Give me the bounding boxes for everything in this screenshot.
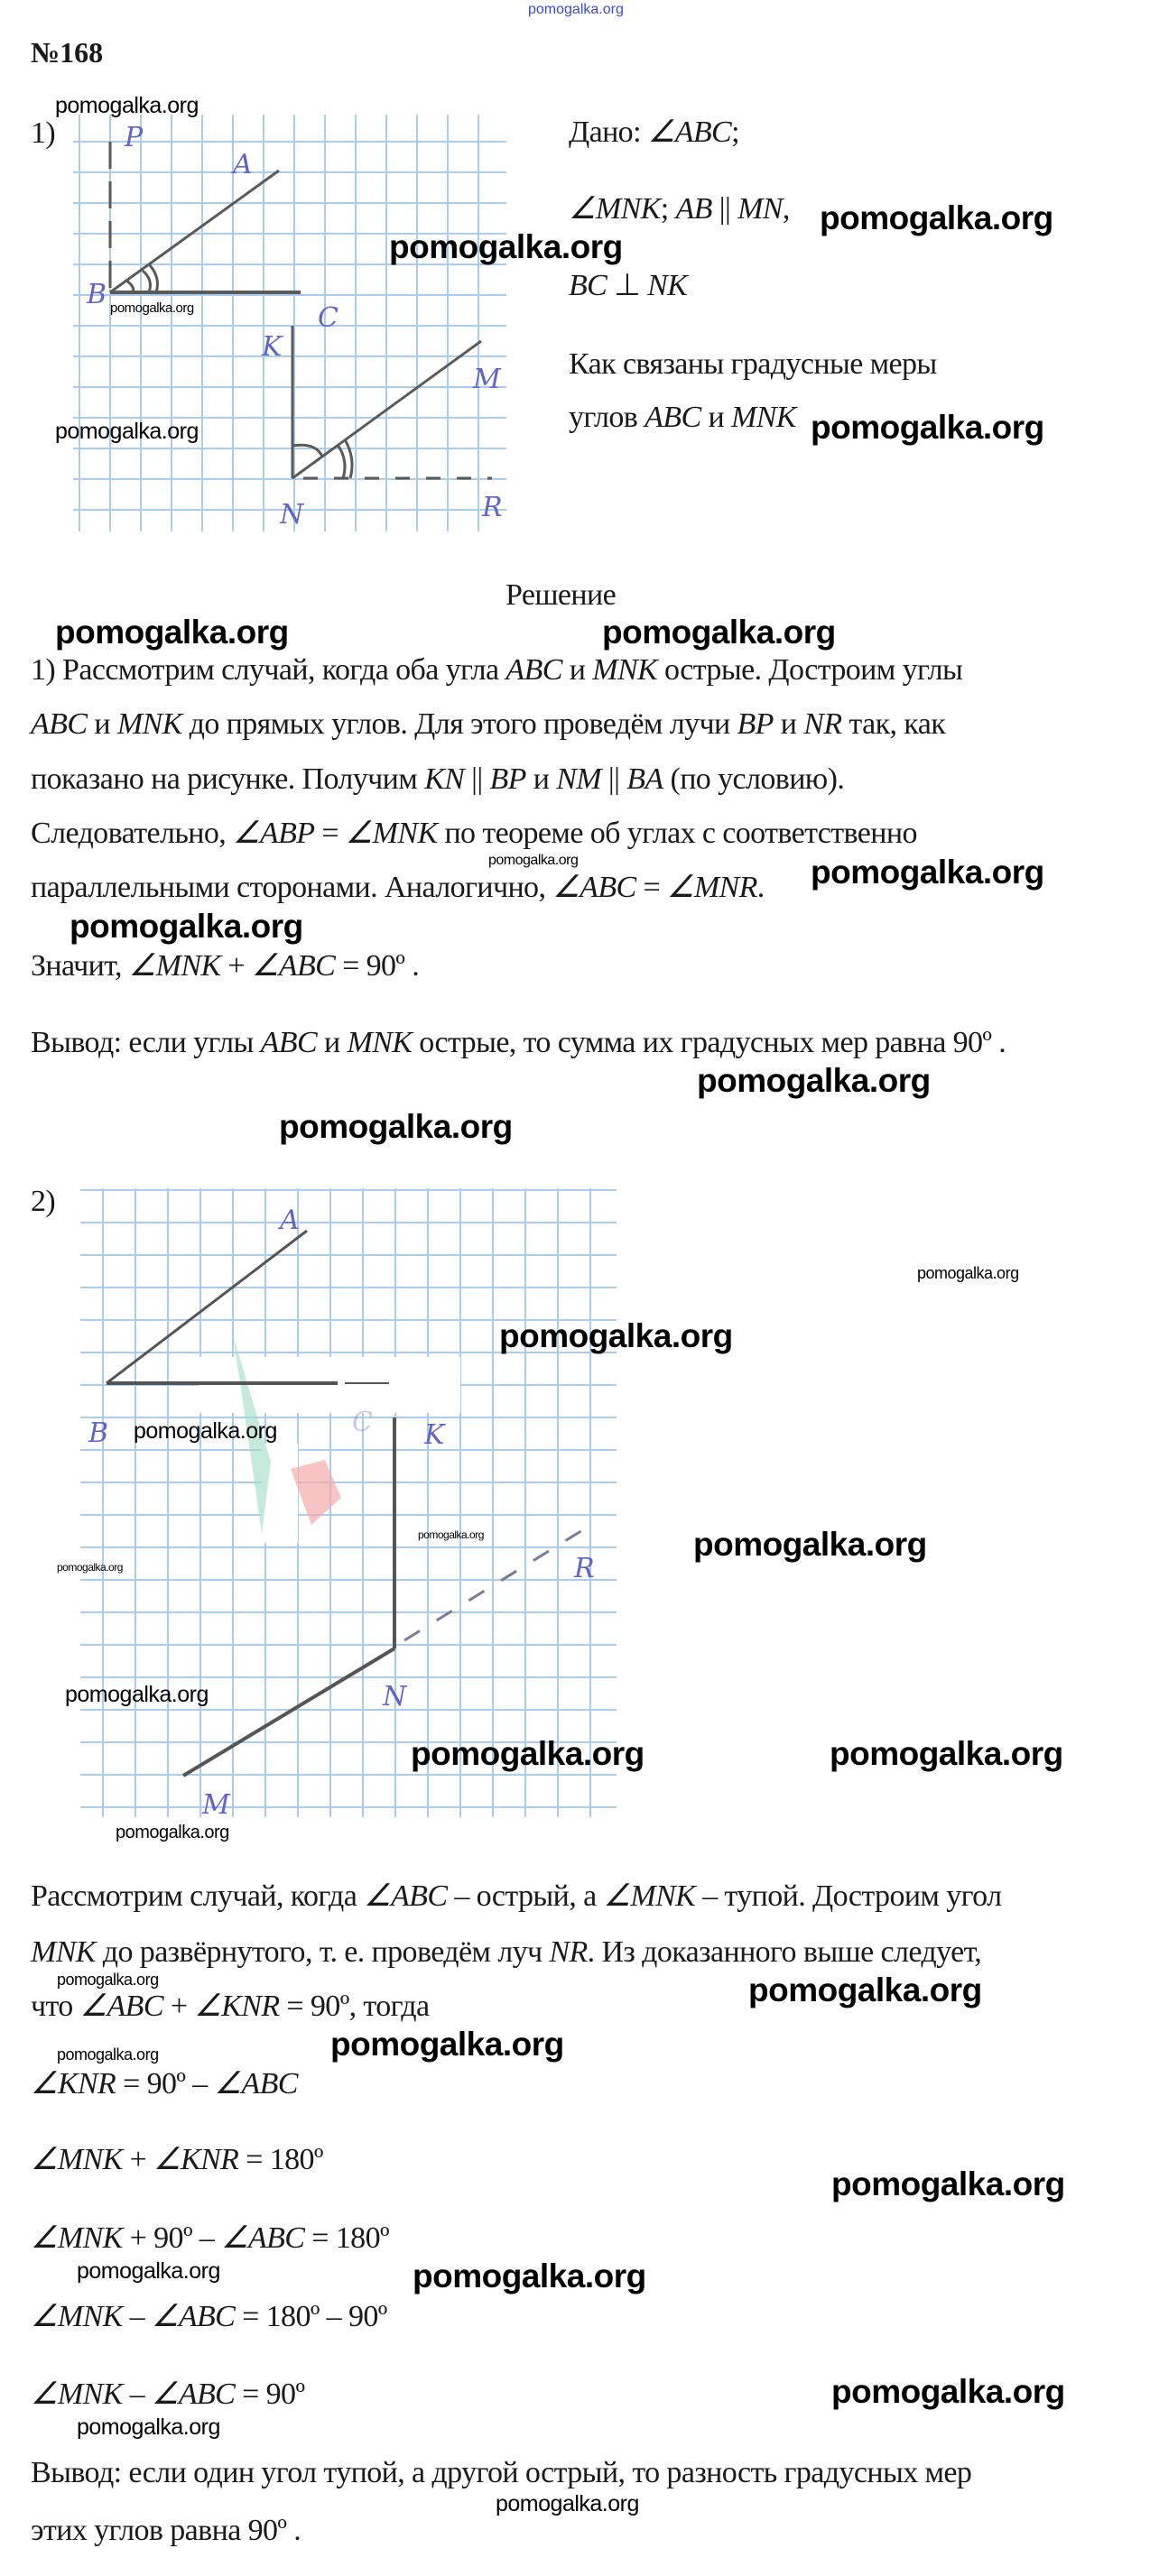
watermark: pomogalka.org	[499, 1317, 733, 1354]
grid-paper	[80, 1188, 617, 1817]
text-segment: +	[162, 1990, 195, 2023]
watermark: pomogalka.org	[57, 2045, 159, 2064]
label-B: B	[88, 1417, 109, 1449]
label-A: A	[280, 1205, 300, 1236]
text-segment: и	[773, 707, 804, 741]
text-segment: Значит,	[31, 949, 129, 983]
text-segment: так, как	[841, 707, 946, 741]
given-line	[569, 115, 739, 151]
watermark: pomogalka.org	[831, 2373, 1065, 2410]
text-segment: – острый, а	[447, 1879, 604, 1913]
text-segment: = 90º –	[116, 2067, 215, 2101]
watermark: pomogalka.org	[55, 93, 199, 118]
math-term: ∠KNR	[194, 1990, 280, 2023]
watermark: pomogalka.org	[77, 2258, 220, 2284]
math-term: ∠MNK	[31, 2143, 123, 2176]
text-segment: ||	[711, 192, 738, 226]
math-term: MN	[737, 192, 783, 226]
equation-line	[31, 2377, 304, 2413]
solution-line	[31, 870, 765, 906]
text-segment: параллельными сторонами. Аналогично,	[31, 871, 553, 904]
math-term: MNK	[730, 401, 796, 434]
label-M: M	[202, 1789, 230, 1821]
watermark: pomogalka.org	[279, 1108, 513, 1145]
solution-line	[31, 816, 917, 852]
watermark: pomogalka.org	[811, 409, 1044, 446]
text-segment: =	[314, 817, 346, 850]
math-term: ∠ABC	[151, 2300, 236, 2333]
math-term: MNK	[116, 707, 182, 741]
math-term: ABC	[31, 707, 88, 741]
text-segment: и	[700, 401, 731, 434]
solution-heading: Решение	[505, 578, 617, 612]
watermark: pomogalka.org	[330, 2026, 564, 2063]
label-M: M	[473, 364, 501, 395]
text-segment: Вывод: если один угол тупой, а другой острый, то разность градусных мер	[31, 2456, 972, 2489]
watermark: pomogalka.org	[748, 1971, 982, 2008]
watermark: pomogalka.org	[116, 1823, 229, 1842]
text-segment: +	[122, 2143, 154, 2176]
angle-arc-N	[292, 445, 322, 457]
math-term: ∠MNK	[603, 1879, 696, 1913]
math-term: ABC	[505, 653, 562, 687]
watermark: pomogalka.org	[697, 1062, 931, 1099]
solution-line	[31, 1989, 429, 2025]
equation-line	[31, 2142, 323, 2178]
solution-line	[31, 1879, 1001, 1915]
given-line	[569, 346, 937, 383]
problem-number: №168	[31, 36, 104, 69]
math-term: ∠ABC	[151, 2377, 236, 2411]
watermark: pomogalka.org	[77, 2414, 220, 2440]
watermark: pomogalka.org	[57, 1971, 159, 1989]
math-term: ∠MNK	[128, 949, 221, 983]
given-line	[569, 268, 687, 304]
text-segment: Рассмотрим случай, когда	[31, 1879, 365, 1913]
math-term: BP	[489, 762, 526, 796]
text-segment: показано на рисунке. Получим	[31, 762, 425, 796]
text-segment: (по условию).	[663, 762, 845, 796]
watermark: pomogalka.org	[65, 1682, 209, 1707]
math-term: ∠KNR	[153, 2143, 239, 2176]
label-N: N	[383, 1681, 407, 1713]
label-C: C	[318, 302, 339, 334]
text-segment: ||	[601, 762, 627, 796]
angle-arc-B2	[143, 271, 150, 292]
given-line	[569, 191, 790, 227]
math-term: AB	[675, 192, 712, 226]
label-B: B	[87, 279, 107, 310]
watermark: pomogalka.org	[389, 228, 623, 265]
text-segment: = 180º – 90º	[235, 2300, 387, 2333]
math-term: MNK	[31, 1935, 96, 1969]
watermark: pomogalka.org	[917, 1264, 1019, 1282]
grid-paper	[73, 115, 506, 531]
math-term: KN	[424, 762, 465, 796]
math-term: ∠MNK	[345, 817, 438, 850]
math-term: ∠ABC	[364, 1879, 448, 1913]
text-segment: =	[635, 871, 667, 904]
part2-label: 2)	[31, 1185, 56, 1218]
math-term: ∠ABC	[79, 1990, 163, 2023]
watermark: pomogalka.org	[820, 199, 1053, 236]
watermark: pomogalka.org	[134, 1418, 277, 1444]
label-A: A	[233, 149, 253, 180]
math-term: BC	[569, 269, 607, 302]
watermark: pomogalka.org	[55, 419, 199, 444]
watermark: pomogalka.org	[413, 2257, 646, 2294]
text-segment: углов	[569, 401, 645, 434]
math-term: ABC	[260, 1026, 318, 1059]
label-K: K	[424, 1419, 445, 1451]
solution-line	[31, 948, 419, 984]
math-term: ∠MNR	[666, 871, 757, 904]
text-segment: Следовательно,	[31, 817, 234, 850]
text-segment: Как связаны градусные меры	[569, 347, 937, 381]
text-segment: и	[87, 707, 117, 741]
text-segment: Дано:	[569, 115, 648, 149]
label-R: R	[574, 1553, 595, 1584]
label-P: P	[125, 122, 144, 153]
text-segment: и	[317, 1026, 348, 1059]
math-term: ∠ABC	[552, 871, 636, 904]
text-segment: – тупой. Достроим угол	[695, 1879, 1002, 1913]
watermark: pomogalka.org	[70, 908, 303, 945]
math-term: NR	[803, 707, 842, 741]
math-term: ∠ABC	[647, 115, 732, 149]
math-term: NK	[647, 269, 688, 302]
part1-label: 1)	[31, 116, 56, 150]
watermark: pomogalka.org	[830, 1735, 1063, 1772]
text-segment: ,	[782, 192, 790, 226]
label-R: R	[482, 492, 503, 523]
text-segment: ;	[731, 115, 739, 149]
equation-line	[31, 2299, 387, 2335]
text-segment: . Из доказанного выше следует,	[587, 1935, 982, 1969]
text-segment: острые, то сумма их градусных мер равна 90º .	[412, 1026, 1006, 1059]
watermark: pomogalka.org	[496, 2491, 639, 2516]
solution-line	[31, 762, 844, 798]
ray-NR-dashed	[404, 1528, 587, 1640]
ray-BA	[110, 171, 279, 292]
text-segment: до развёрнутого, т. е. проведём луч	[95, 1935, 550, 1969]
watermark: pomogalka.org	[811, 854, 1044, 891]
watermark: pomogalka.org	[602, 614, 836, 651]
text-segment: = 90º	[235, 2377, 305, 2411]
text-segment: + 90º –	[122, 2221, 222, 2255]
math-term: ∠KNR	[31, 2067, 116, 2101]
math-term: ∠MNK	[31, 2300, 123, 2333]
text-segment: и	[525, 762, 557, 796]
text-segment: +	[220, 949, 252, 983]
math-term: NM	[556, 762, 602, 796]
conclusion-2	[31, 2455, 971, 2491]
text-segment: .	[756, 871, 765, 904]
math-term: ∠MNK	[569, 192, 661, 226]
text-segment: –	[122, 2300, 152, 2333]
math-term: MNK	[592, 653, 658, 687]
angle-arc-N3	[345, 439, 352, 478]
equation-line	[31, 2066, 298, 2102]
text-segment: ⊥	[607, 269, 648, 302]
text-segment: = 90º .	[335, 949, 420, 983]
watermark: pomogalka.org	[411, 1735, 645, 1772]
text-segment: что	[31, 1990, 80, 2023]
label-C: C	[352, 1407, 373, 1438]
math-term: ∠ABP	[233, 817, 315, 850]
math-term: NR	[549, 1935, 588, 1969]
math-term: ∠MNK	[31, 2377, 123, 2411]
solution-line	[31, 706, 945, 743]
text-segment: Вывод: если углы	[31, 1026, 261, 1059]
watermark: pomogalka.org	[488, 853, 579, 868]
text-segment: = 90º, тогда	[279, 1990, 430, 2023]
text-segment: 1) Рассмотрим случай, когда оба угла	[31, 653, 506, 687]
math-term: BA	[626, 762, 663, 796]
text-segment: = 180º	[238, 2143, 323, 2176]
math-term: ∠ABC	[221, 2221, 305, 2255]
math-term: MNK	[347, 1026, 413, 1059]
watermark: pomogalka.org	[831, 2165, 1065, 2202]
math-term: ∠ABC	[251, 949, 336, 983]
text-segment: до прямых углов. Для этого проведём лучи	[181, 707, 737, 741]
watermark: pomogalka.org	[57, 1561, 123, 1574]
text-segment: по теореме об углах с соответственно	[437, 817, 917, 850]
text-segment: и	[561, 653, 593, 687]
text-segment: –	[122, 2377, 152, 2411]
text-segment: этих углов равна 90º .	[31, 2514, 301, 2547]
text-segment: ||	[464, 762, 490, 796]
math-term: ABC	[645, 401, 701, 434]
site-watermark-top[interactable]: pomogalka.org	[528, 2, 624, 17]
equation-line	[31, 2221, 389, 2257]
solution-line	[31, 1934, 981, 1971]
label-N: N	[280, 499, 304, 531]
conclusion-2-cont	[31, 2513, 301, 2549]
math-term: BP	[737, 707, 774, 741]
angle-arc-N2	[338, 445, 345, 478]
text-segment: ;	[660, 192, 676, 226]
math-term: ∠ABC	[214, 2067, 298, 2101]
given-line	[569, 400, 796, 436]
conclusion-1	[31, 1025, 1006, 1061]
watermark: pomogalka.org	[693, 1526, 927, 1563]
math-term: ∠MNK	[31, 2221, 123, 2255]
label-K: K	[262, 331, 283, 363]
watermark: pomogalka.org	[55, 614, 289, 651]
watermark: pomogalka.org	[110, 300, 194, 316]
text-segment: = 180º	[304, 2221, 389, 2255]
text-segment: острые. Достроим углы	[657, 653, 963, 687]
watermark: pomogalka.org	[418, 1528, 484, 1541]
solution-line	[31, 652, 962, 688]
